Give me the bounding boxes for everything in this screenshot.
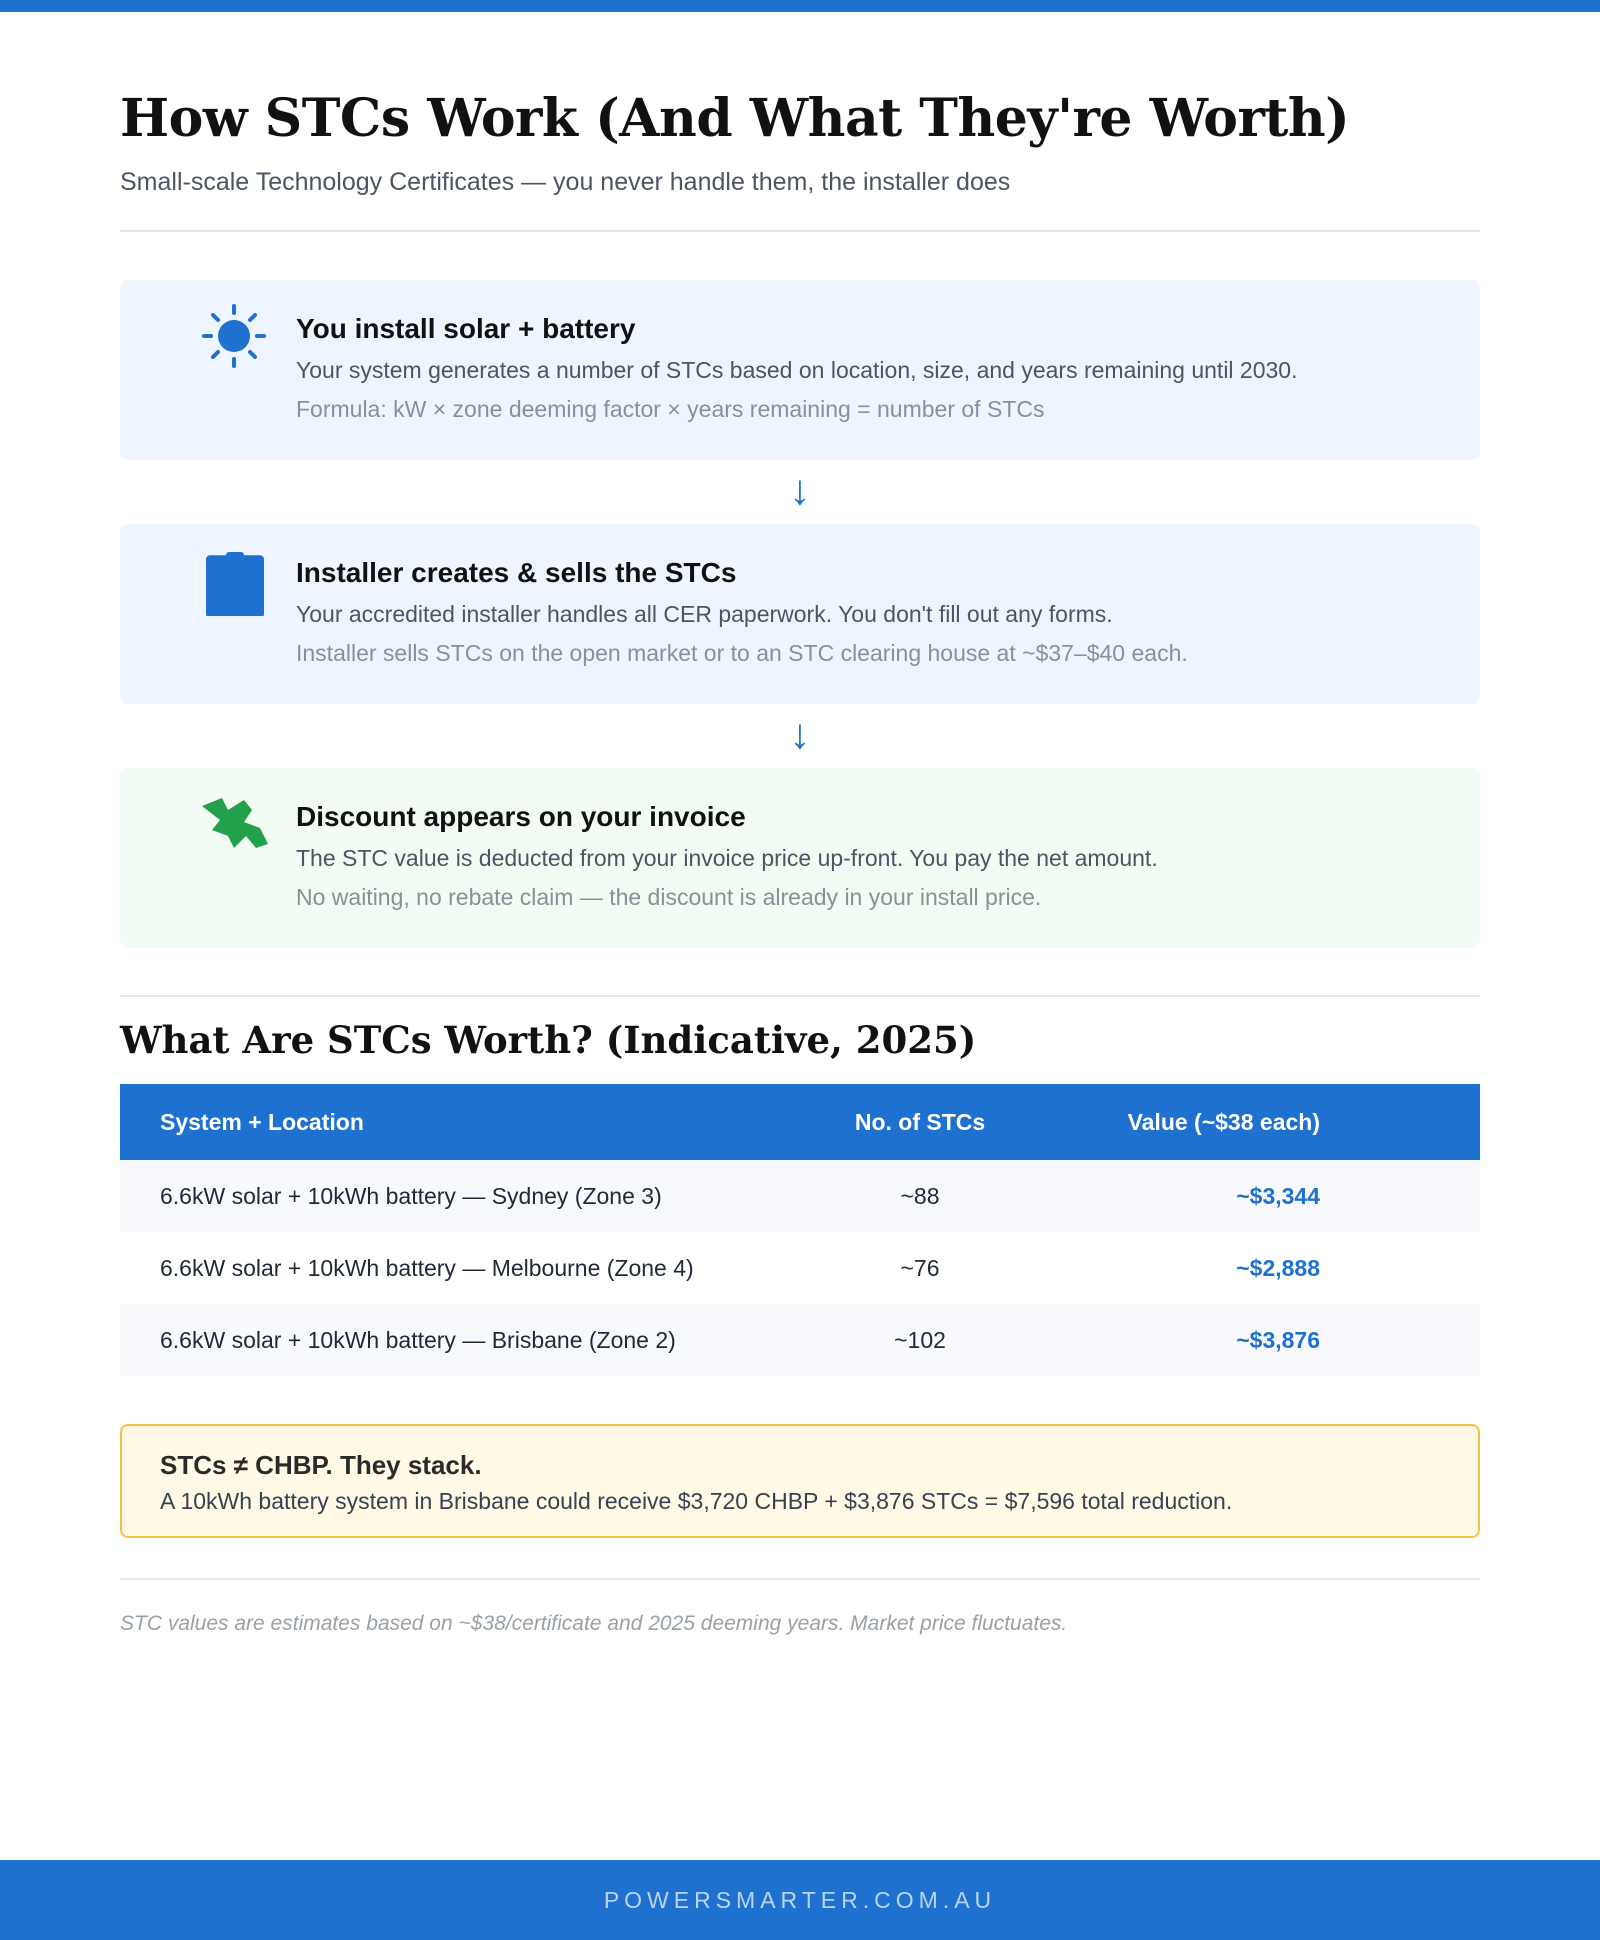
header-divider (120, 230, 1480, 232)
cell-system: 6.6kW solar + 10kWh battery — Sydney (Zone 3) (160, 1183, 662, 1209)
cell-stcs: ~76 (900, 1255, 940, 1281)
money-icon (198, 788, 270, 860)
footnote: STC values are estimates based on ~$38/certificate and 2025 deeming years. Market price fluctuates. (120, 1612, 1068, 1635)
page-subtitle: Small-scale Technology Certificates — you never handle them, the installer does (120, 168, 1011, 196)
cell-system: 6.6kW solar + 10kWh battery — Brisbane (Zone 2) (160, 1327, 676, 1353)
step-note: Installer sells STCs on the open market or to an STC clearing house at ~$37–$40 each. (296, 640, 1188, 666)
cell-stcs: ~88 (900, 1183, 940, 1209)
table-header (120, 1084, 1480, 1160)
section-divider (120, 995, 1480, 997)
down-arrow-icon: ↓ (789, 466, 811, 513)
step-description: Your system generates a number of STCs based on location, size, and years remaining until 2030. (296, 357, 1298, 383)
step-title: Installer creates & sells the STCs (296, 557, 737, 588)
cell-value: ~$3,344 (1236, 1183, 1320, 1209)
step-discount (120, 768, 1480, 948)
stc-value-table (120, 1084, 1480, 1376)
callout-text: A 10kWh battery system in Brisbane could receive $3,720 CHBP + $3,876 STCs = $7,596 total reduction. (160, 1488, 1233, 1514)
column-header-stcs: No. of STCs (854, 1109, 986, 1135)
cell-value: ~$2,888 (1236, 1255, 1320, 1281)
sun-icon (198, 300, 270, 372)
down-arrow-icon: ↓ (789, 710, 811, 757)
clipboard-icon (198, 544, 270, 616)
footnote-divider (120, 1578, 1480, 1580)
callout-title: STCs ≠ CHBP. They stack. (160, 1450, 482, 1480)
cell-system: 6.6kW solar + 10kWh battery — Melbourne (Zone 4) (160, 1255, 694, 1281)
page-title: How STCs Work (And What They're Worth) (120, 88, 1350, 149)
table-row (120, 1160, 1480, 1232)
step-title: You install solar + battery (296, 313, 636, 344)
cell-stcs: ~102 (894, 1327, 946, 1353)
step-description: Your accredited installer handles all CER paperwork. You don't fill out any forms. (296, 601, 1113, 627)
cell-value: ~$3,876 (1236, 1327, 1320, 1353)
step-note: Formula: kW × zone deeming factor × years remaining = number of STCs (296, 396, 1045, 422)
step-note: No waiting, no rebate claim — the discount is already in your install price. (296, 884, 1042, 910)
section-title: What Are STCs Worth? (Indicative, 2025) (120, 1018, 977, 1062)
column-header-value: Value (~$38 each) (1127, 1109, 1320, 1135)
top-accent-bar (0, 0, 1600, 12)
step-title: Discount appears on your invoice (296, 801, 746, 832)
footer-site-name: POWERSMARTER.COM.AU (603, 1887, 997, 1913)
table-row (120, 1304, 1480, 1376)
step-install (120, 280, 1480, 460)
step-installer (120, 524, 1480, 704)
table-row (120, 1232, 1480, 1304)
stacking-callout (120, 1424, 1480, 1538)
step-description: The STC value is deducted from your invoice price up-front. You pay the net amount. (296, 845, 1158, 871)
column-header-system: System + Location (160, 1109, 364, 1135)
footer-bar (0, 1860, 1600, 1940)
